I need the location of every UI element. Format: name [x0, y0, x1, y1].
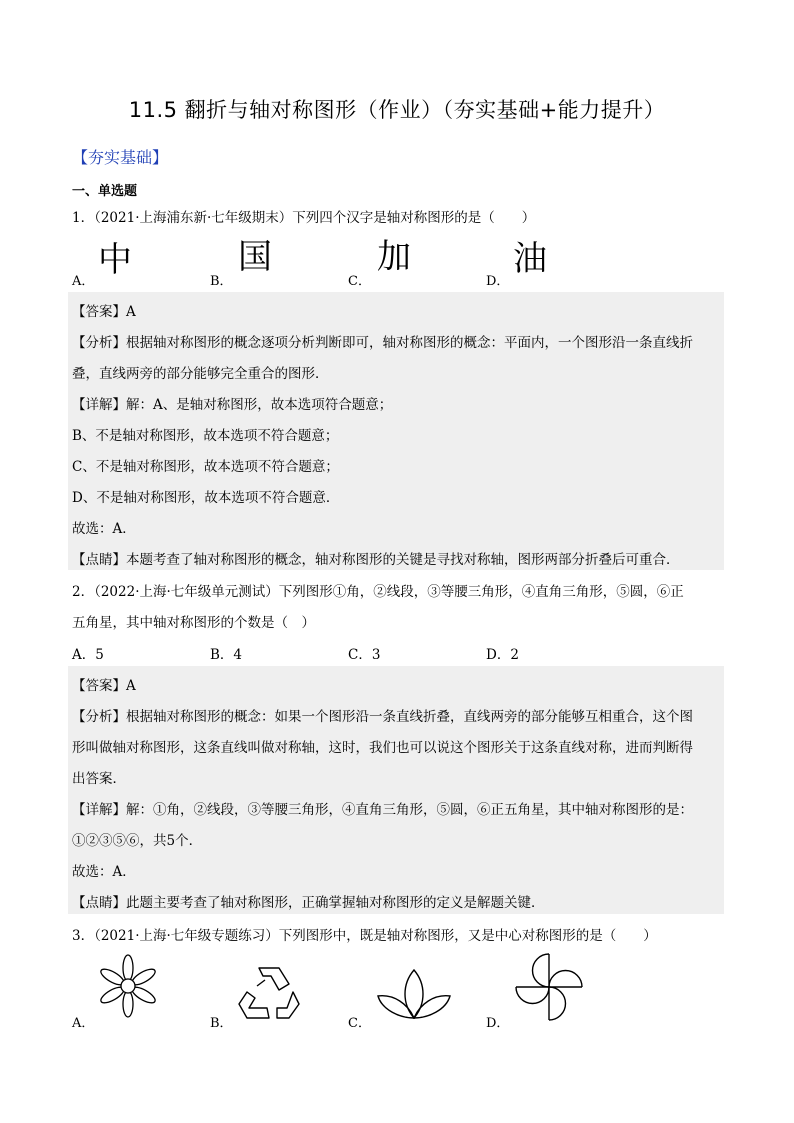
q2-option-c: C．3 — [348, 647, 381, 663]
q1-analysis-1: 【分析】根据轴对称图形的概念逐项分析判断即可，轴对称图形的概念：平面内，一个图形沿一条直线折 — [72, 335, 693, 351]
q1-detail-3: C、不是轴对称图形，故本选项不符合题意； — [72, 459, 339, 475]
q1-answer: 【答案】A — [72, 304, 136, 320]
lotus-icon — [374, 966, 454, 1022]
q1-option-d-label: D． — [486, 274, 510, 289]
q2-stem-2: 五角星，其中轴对称图形的个数是（ ） — [72, 615, 315, 631]
q1-comment: 【点睛】本题考查了轴对称图形的概念，轴对称图形的关键是寻找对称轴，图形两部分折叠后可重合． — [72, 552, 680, 568]
q3-option-b-label: B． — [210, 1016, 233, 1031]
q3-option-d-label: D． — [486, 1016, 510, 1031]
section-heading: 【夯实基础】 — [72, 148, 169, 167]
q1-option-c-char: 加 — [377, 237, 411, 277]
q2-answer: 【答案】A — [72, 678, 136, 694]
flower-icon — [97, 955, 159, 1017]
q3-option-a-label: A． — [72, 1016, 95, 1031]
q1-detail-4: D、不是轴对称图形，故本选项不符合题意． — [72, 490, 340, 506]
q2-detail-1: 【详解】解：①角，②线段，③等腰三角形，④直角三角形，⑤圆，⑥正五角星，其中轴对称图形的是： — [72, 802, 693, 818]
q1-options — [72, 237, 632, 289]
q1-analysis-2: 叠，直线两旁的部分能够完全重合的图形． — [72, 366, 329, 382]
q2-analysis-3: 出答案． — [72, 771, 126, 787]
q1-option-b-label: B． — [210, 274, 233, 289]
q1-option-a-label: A． — [72, 274, 95, 289]
recycle-triangle-icon — [237, 964, 301, 1020]
q2-detail-2: ①②③⑤⑥，共5个． — [72, 833, 203, 849]
pinwheel-icon — [514, 952, 584, 1022]
q1-option-a-char: 中 — [98, 240, 132, 280]
q1-detail-1: 【详解】解：A、是轴对称图形，故本选项符合题意； — [72, 397, 393, 413]
q1-detail-2: B、不是轴对称图形，故本选项不符合题意； — [72, 428, 339, 444]
q2-option-b: B．4 — [210, 647, 243, 663]
q2-choice: 故选：A． — [72, 864, 136, 880]
q3-stem: 3．（2021·上海·七年级专题练习）下列图形中，既是轴对称图形，又是中心对称图形的是（ ） — [72, 928, 657, 944]
q2-solution-box — [68, 666, 724, 914]
q2-analysis-2: 形叫做轴对称图形，这条直线叫做对称轴，这时，我们也可以说这个图形关于这条直线对称，进而判断得 — [72, 740, 693, 756]
q1-option-c-label: C． — [348, 274, 371, 289]
q2-option-a: A．5 — [72, 647, 104, 663]
q1-stem: 1．（2021·上海浦东新·七年级期末）下列四个汉字是轴对称图形的是（ ） — [72, 210, 536, 226]
q1-choice: 故选：A． — [72, 521, 136, 537]
q2-analysis-1: 【分析】根据轴对称图形的概念：如果一个图形沿一条直线折叠，直线两旁的部分能够互相重合，这个图 — [72, 709, 693, 725]
part-heading: 一、单选题 — [72, 184, 138, 199]
q1-option-d-char: 油 — [513, 239, 547, 279]
page-title: 11.5 翻折与轴对称图形（作业）（夯实基础+能力提升） — [128, 98, 666, 122]
q1-option-b-char: 国 — [238, 237, 272, 277]
q2-stem-1: 2．（2022·上海·七年级单元测试）下列图形①角，②线段，③等腰三角形，④直角三角形，⑤圆，⑥正 — [72, 584, 684, 600]
q3-option-c-label: C． — [348, 1016, 371, 1031]
q2-comment: 【点睛】此题主要考查了轴对称图形，正确掌握轴对称图形的定义是解题关键． — [72, 895, 545, 911]
q2-option-d: D．2 — [486, 647, 519, 663]
